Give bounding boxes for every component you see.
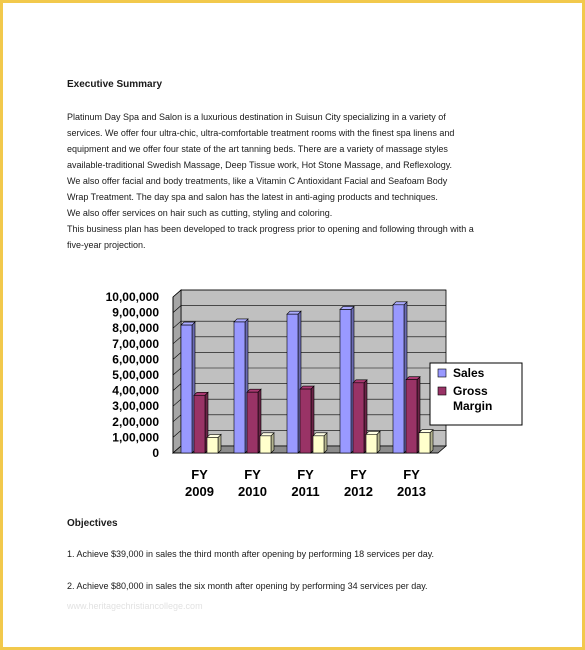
- bar-front: [234, 322, 245, 453]
- bar: [406, 377, 420, 453]
- bar-side: [430, 430, 433, 453]
- legend-label: Sales: [453, 366, 485, 380]
- bar-front: [207, 437, 218, 453]
- document-page: [3, 3, 582, 647]
- bar-side: [324, 433, 327, 453]
- bar: [300, 386, 314, 453]
- summary-line: Platinum Day Spa and Salon is a luxurious destination in Suisun City specializing in a variety of: [67, 112, 446, 122]
- bar: [287, 311, 301, 453]
- summary-line: available-traditional Swedish Massage, Deep Tissue work, Hot Stone Massage, and Reflexology.: [67, 160, 453, 170]
- bar-front: [419, 433, 430, 453]
- bar-side: [271, 433, 274, 453]
- watermark: www.heritagechristiancollege.com: [67, 601, 203, 611]
- bar-front: [181, 325, 192, 453]
- y-tick-label: 10,00,000: [105, 290, 159, 304]
- objective-item: 1. Achieve $39,000 in sales the third month after opening by performing 18 services per day.: [67, 549, 435, 559]
- summary-line: We also offer services on hair such as cutting, styling and coloring.: [67, 208, 333, 218]
- y-tick-label: 0: [152, 446, 159, 460]
- x-tick-label: FY 2011: [291, 467, 320, 499]
- legend-label: Gross Margin: [453, 384, 493, 413]
- y-tick-label: 4,00,000: [112, 383, 159, 398]
- summary-line: equipment and we offer four state of the art tanning beds. There are a variety of massage styles: [67, 144, 448, 154]
- bar-front: [366, 434, 377, 453]
- bar: [234, 319, 248, 453]
- bar-front: [287, 314, 298, 453]
- bar: [353, 380, 367, 453]
- bar: [260, 433, 274, 453]
- bar-side: [377, 431, 380, 453]
- x-tick-label: FY 2009: [185, 467, 214, 499]
- bar: [313, 433, 327, 453]
- x-tick-label: FY 2012: [344, 467, 373, 499]
- summary-line: services. We offer four ultra-chic, ultra-comfortable treatment rooms with the finest spa linens and: [67, 128, 455, 138]
- bar: [340, 306, 354, 453]
- summary-line: This business plan has been developed to track progress prior to opening and following through with a: [67, 224, 474, 234]
- bar: [194, 392, 208, 453]
- y-tick-label: 8,00,000: [112, 321, 159, 336]
- objectives-heading: Objectives: [67, 518, 118, 529]
- x-tick-label: FY 2010: [238, 467, 267, 499]
- bar-front: [353, 383, 364, 453]
- bar: [419, 430, 433, 453]
- executive-summary-text: [67, 109, 507, 253]
- bar: [207, 434, 221, 453]
- summary-line: We also offer facial and body treatments, like a Vitamin C Antioxidant Facial and Seafoam Body: [67, 176, 448, 186]
- bar-front: [340, 309, 351, 453]
- y-tick-label: 1,00,000: [112, 430, 159, 445]
- bar: [366, 431, 380, 453]
- bar-front: [313, 436, 324, 453]
- bar-front: [194, 395, 205, 453]
- bar: [247, 389, 261, 453]
- summary-line: five-year projection.: [67, 240, 146, 250]
- objective-item: 2. Achieve $80,000 in sales the six month after opening by performing 34 services per day.: [67, 581, 428, 591]
- y-tick-label: 6,00,000: [112, 352, 159, 367]
- x-tick-label: FY 2013: [397, 467, 426, 499]
- y-tick-label: 7,00,000: [112, 336, 159, 351]
- bar-front: [260, 436, 271, 453]
- financial-projection-chart: [58, 285, 538, 500]
- y-tick-label: 9,00,000: [112, 305, 159, 320]
- y-tick-label: 3,00,000: [112, 399, 159, 414]
- bar: [393, 302, 407, 453]
- bar-front: [300, 389, 311, 453]
- executive-summary-heading: Executive Summary: [67, 79, 163, 90]
- legend-swatch: [438, 387, 446, 395]
- y-tick-label: 5,00,000: [112, 368, 159, 382]
- bar-front: [247, 392, 258, 453]
- bar-front: [406, 380, 417, 453]
- y-tick-label: 2,00,000: [112, 414, 159, 429]
- bar-front: [393, 305, 404, 453]
- summary-line: Wrap Treatment. The day spa and salon has the latest in anti-aging products and techniques.: [67, 192, 438, 202]
- bar: [181, 322, 195, 453]
- legend-swatch: [438, 369, 446, 377]
